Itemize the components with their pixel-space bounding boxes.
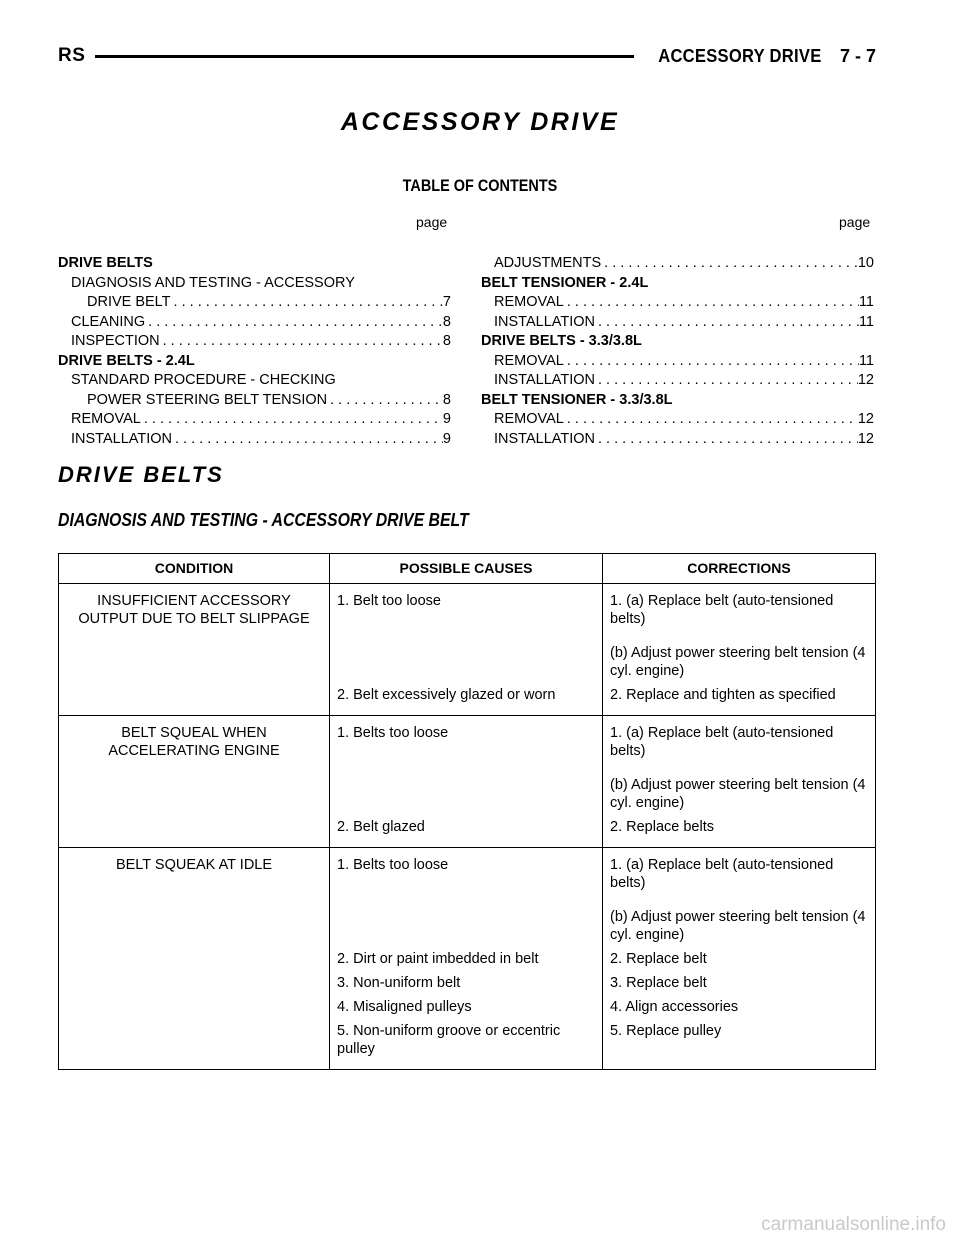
toc-entry-page: 11 — [858, 352, 874, 369]
correction-cell — [603, 848, 876, 947]
cause-cell: 2. Belt glazed — [330, 814, 603, 848]
header-section-name: ACCESSORY DRIVE — [658, 45, 822, 66]
toc-entry-label: REMOVAL — [494, 352, 564, 369]
toc-entry-label: CLEANING — [71, 313, 146, 330]
condition-cell: INSUFFICIENT ACCESSORY OUTPUT DUE TO BELT SLIPPAGE — [59, 584, 330, 716]
toc-left-column — [58, 254, 451, 449]
diagnosis-table — [58, 553, 876, 1070]
correction-cell — [603, 716, 876, 815]
toc-heading: DRIVE BELTS — [58, 255, 153, 271]
watermark: carmanualsonline.info — [761, 1214, 946, 1235]
toc-entry-page: 12 — [857, 372, 874, 388]
toc-leader-dots — [564, 410, 858, 430]
toc-leader-dots — [595, 430, 858, 450]
correction-line: 2. Replace and tighten as specified — [610, 687, 836, 703]
toc-entry[interactable] — [481, 430, 874, 450]
column-header-causes: POSSIBLE CAUSES — [330, 554, 603, 584]
table-row — [59, 848, 876, 947]
toc-right-page-label: page — [839, 214, 871, 230]
toc-entry-text: DIAGNOSIS AND TESTING - ACCESSORY — [71, 274, 355, 291]
page-title: ACCESSORY DRIVE — [340, 108, 620, 136]
correction-line: 4. Align accessories — [610, 999, 739, 1015]
toc-entry[interactable] — [58, 332, 451, 352]
toc-leader-dots — [171, 293, 443, 313]
cause-cell: 1. Belts too loose — [330, 848, 603, 947]
correction-line: 5. Replace pulley — [610, 1023, 722, 1039]
toc-heading: DRIVE BELTS - 3.3/3.8L — [481, 333, 642, 349]
correction-line: 1. (a) Replace belt (auto-tensioned belts) — [610, 857, 834, 891]
running-header — [58, 42, 876, 70]
subsection-title: DIAGNOSIS AND TESTING - ACCESSORY DRIVE BELT — [58, 510, 469, 530]
cause-cell: 2. Belt excessively glazed or worn — [330, 682, 603, 716]
table-header-row — [59, 554, 876, 584]
correction-cell — [603, 682, 876, 716]
correction-cell — [603, 814, 876, 848]
correction-line: (b) Adjust power steering belt tension (4 cyl. engine) — [610, 909, 866, 943]
correction-line: 1. (a) Replace belt (auto-tensioned belts) — [610, 725, 834, 759]
cause-cell: 5. Non-uniform groove or eccentric pulley — [330, 1018, 603, 1070]
toc-entry-label: REMOVAL — [494, 411, 564, 427]
toc-entry-label: POWER STEERING BELT TENSION — [87, 391, 328, 408]
toc-entry[interactable] — [58, 293, 451, 313]
correction-cell — [603, 970, 876, 994]
toc-entry-text: STANDARD PROCEDURE - CHECKING — [71, 372, 336, 388]
correction-line: (b) Adjust power steering belt tension (4 cyl. engine) — [610, 645, 866, 679]
toc-leader-dots — [564, 352, 859, 372]
toc-leader-dots — [564, 293, 859, 313]
toc-entry-label: INSTALLATION — [71, 430, 172, 447]
toc-entry[interactable] — [481, 352, 874, 372]
correction-cell — [603, 584, 876, 683]
table-row — [59, 584, 876, 683]
toc-title: TABLE OF CONTENTS — [402, 176, 558, 195]
toc-left-page-label: page — [416, 214, 448, 230]
toc-entry-label: REMOVAL — [71, 411, 141, 427]
toc-entry[interactable] — [481, 293, 874, 313]
toc-leader-dots — [145, 313, 443, 333]
correction-cell — [603, 994, 876, 1018]
cause-cell: 1. Belts too loose — [330, 716, 603, 815]
toc-entry[interactable] — [481, 313, 874, 333]
toc-leader-dots — [327, 391, 443, 411]
column-header-condition: CONDITION — [59, 554, 330, 584]
cause-cell: 4. Misaligned pulleys — [330, 994, 603, 1018]
toc-entry-page: 9 — [442, 411, 451, 427]
toc-entry-label: DRIVE BELT — [87, 294, 171, 310]
toc-entry[interactable] — [58, 313, 451, 333]
toc-entry[interactable] — [481, 410, 874, 430]
toc-leader-dots — [601, 254, 858, 274]
toc-entry[interactable] — [481, 371, 874, 391]
correction-line: 3. Replace belt — [610, 975, 707, 991]
manual-code: RS — [58, 45, 86, 66]
toc-entry-page: 12 — [857, 411, 874, 427]
toc-entry-label: INSTALLATION — [494, 313, 595, 330]
toc-entry-page: 7 — [442, 294, 451, 310]
toc-entry-page: 8 — [442, 313, 451, 330]
correction-line: 1. (a) Replace belt (auto-tensioned belts) — [610, 593, 834, 627]
toc-leader-dots — [595, 371, 858, 391]
toc-entry-page: 11 — [858, 294, 874, 310]
toc-entry-label: ADJUSTMENTS — [494, 255, 602, 271]
toc-entry-page: 8 — [442, 333, 451, 349]
header-rule — [95, 55, 634, 58]
toc-leader-dots — [141, 410, 443, 430]
toc-right-column — [481, 254, 874, 449]
toc-entry[interactable] — [58, 430, 451, 450]
section-title: DRIVE BELTS — [58, 462, 224, 487]
toc-heading: BELT TENSIONER - 3.3/3.8L — [481, 391, 673, 408]
toc-entry-page: 12 — [857, 430, 874, 447]
toc-entry[interactable] — [58, 391, 451, 411]
toc-entry-label: INSPECTION — [71, 333, 160, 349]
toc-leader-dots — [172, 430, 443, 450]
toc-entry-page: 11 — [858, 313, 874, 330]
correction-line: 2. Replace belts — [610, 819, 714, 835]
toc-entry[interactable] — [58, 410, 451, 430]
toc-entry[interactable] — [481, 254, 874, 274]
cause-cell: 3. Non-uniform belt — [330, 970, 603, 994]
correction-line: 2. Replace belt — [610, 951, 707, 967]
toc-entry-page: 10 — [857, 255, 874, 271]
correction-cell — [603, 1018, 876, 1070]
page-number: 7 - 7 — [839, 45, 876, 66]
toc-entry-label: INSTALLATION — [494, 430, 595, 447]
cause-cell: 1. Belt too loose — [330, 584, 603, 683]
condition-cell: BELT SQUEAK AT IDLE — [59, 848, 330, 1070]
toc-leader-dots — [595, 313, 859, 333]
cause-cell: 2. Dirt or paint imbedded in belt — [330, 946, 603, 970]
toc-entry-label: REMOVAL — [494, 294, 564, 310]
toc-heading: DRIVE BELTS - 2.4L — [58, 352, 195, 369]
correction-cell — [603, 946, 876, 970]
toc-entry-page: 8 — [442, 391, 451, 408]
column-header-corrections: CORRECTIONS — [603, 554, 876, 584]
condition-cell: BELT SQUEAL WHEN ACCELERATING ENGINE — [59, 716, 330, 848]
toc-leader-dots — [160, 332, 443, 352]
correction-line: (b) Adjust power steering belt tension (4 cyl. engine) — [610, 777, 866, 811]
table-row — [59, 716, 876, 815]
toc-entry-page: 9 — [442, 430, 451, 447]
toc-entry-label: INSTALLATION — [494, 372, 595, 388]
toc-heading: BELT TENSIONER - 2.4L — [481, 274, 649, 291]
